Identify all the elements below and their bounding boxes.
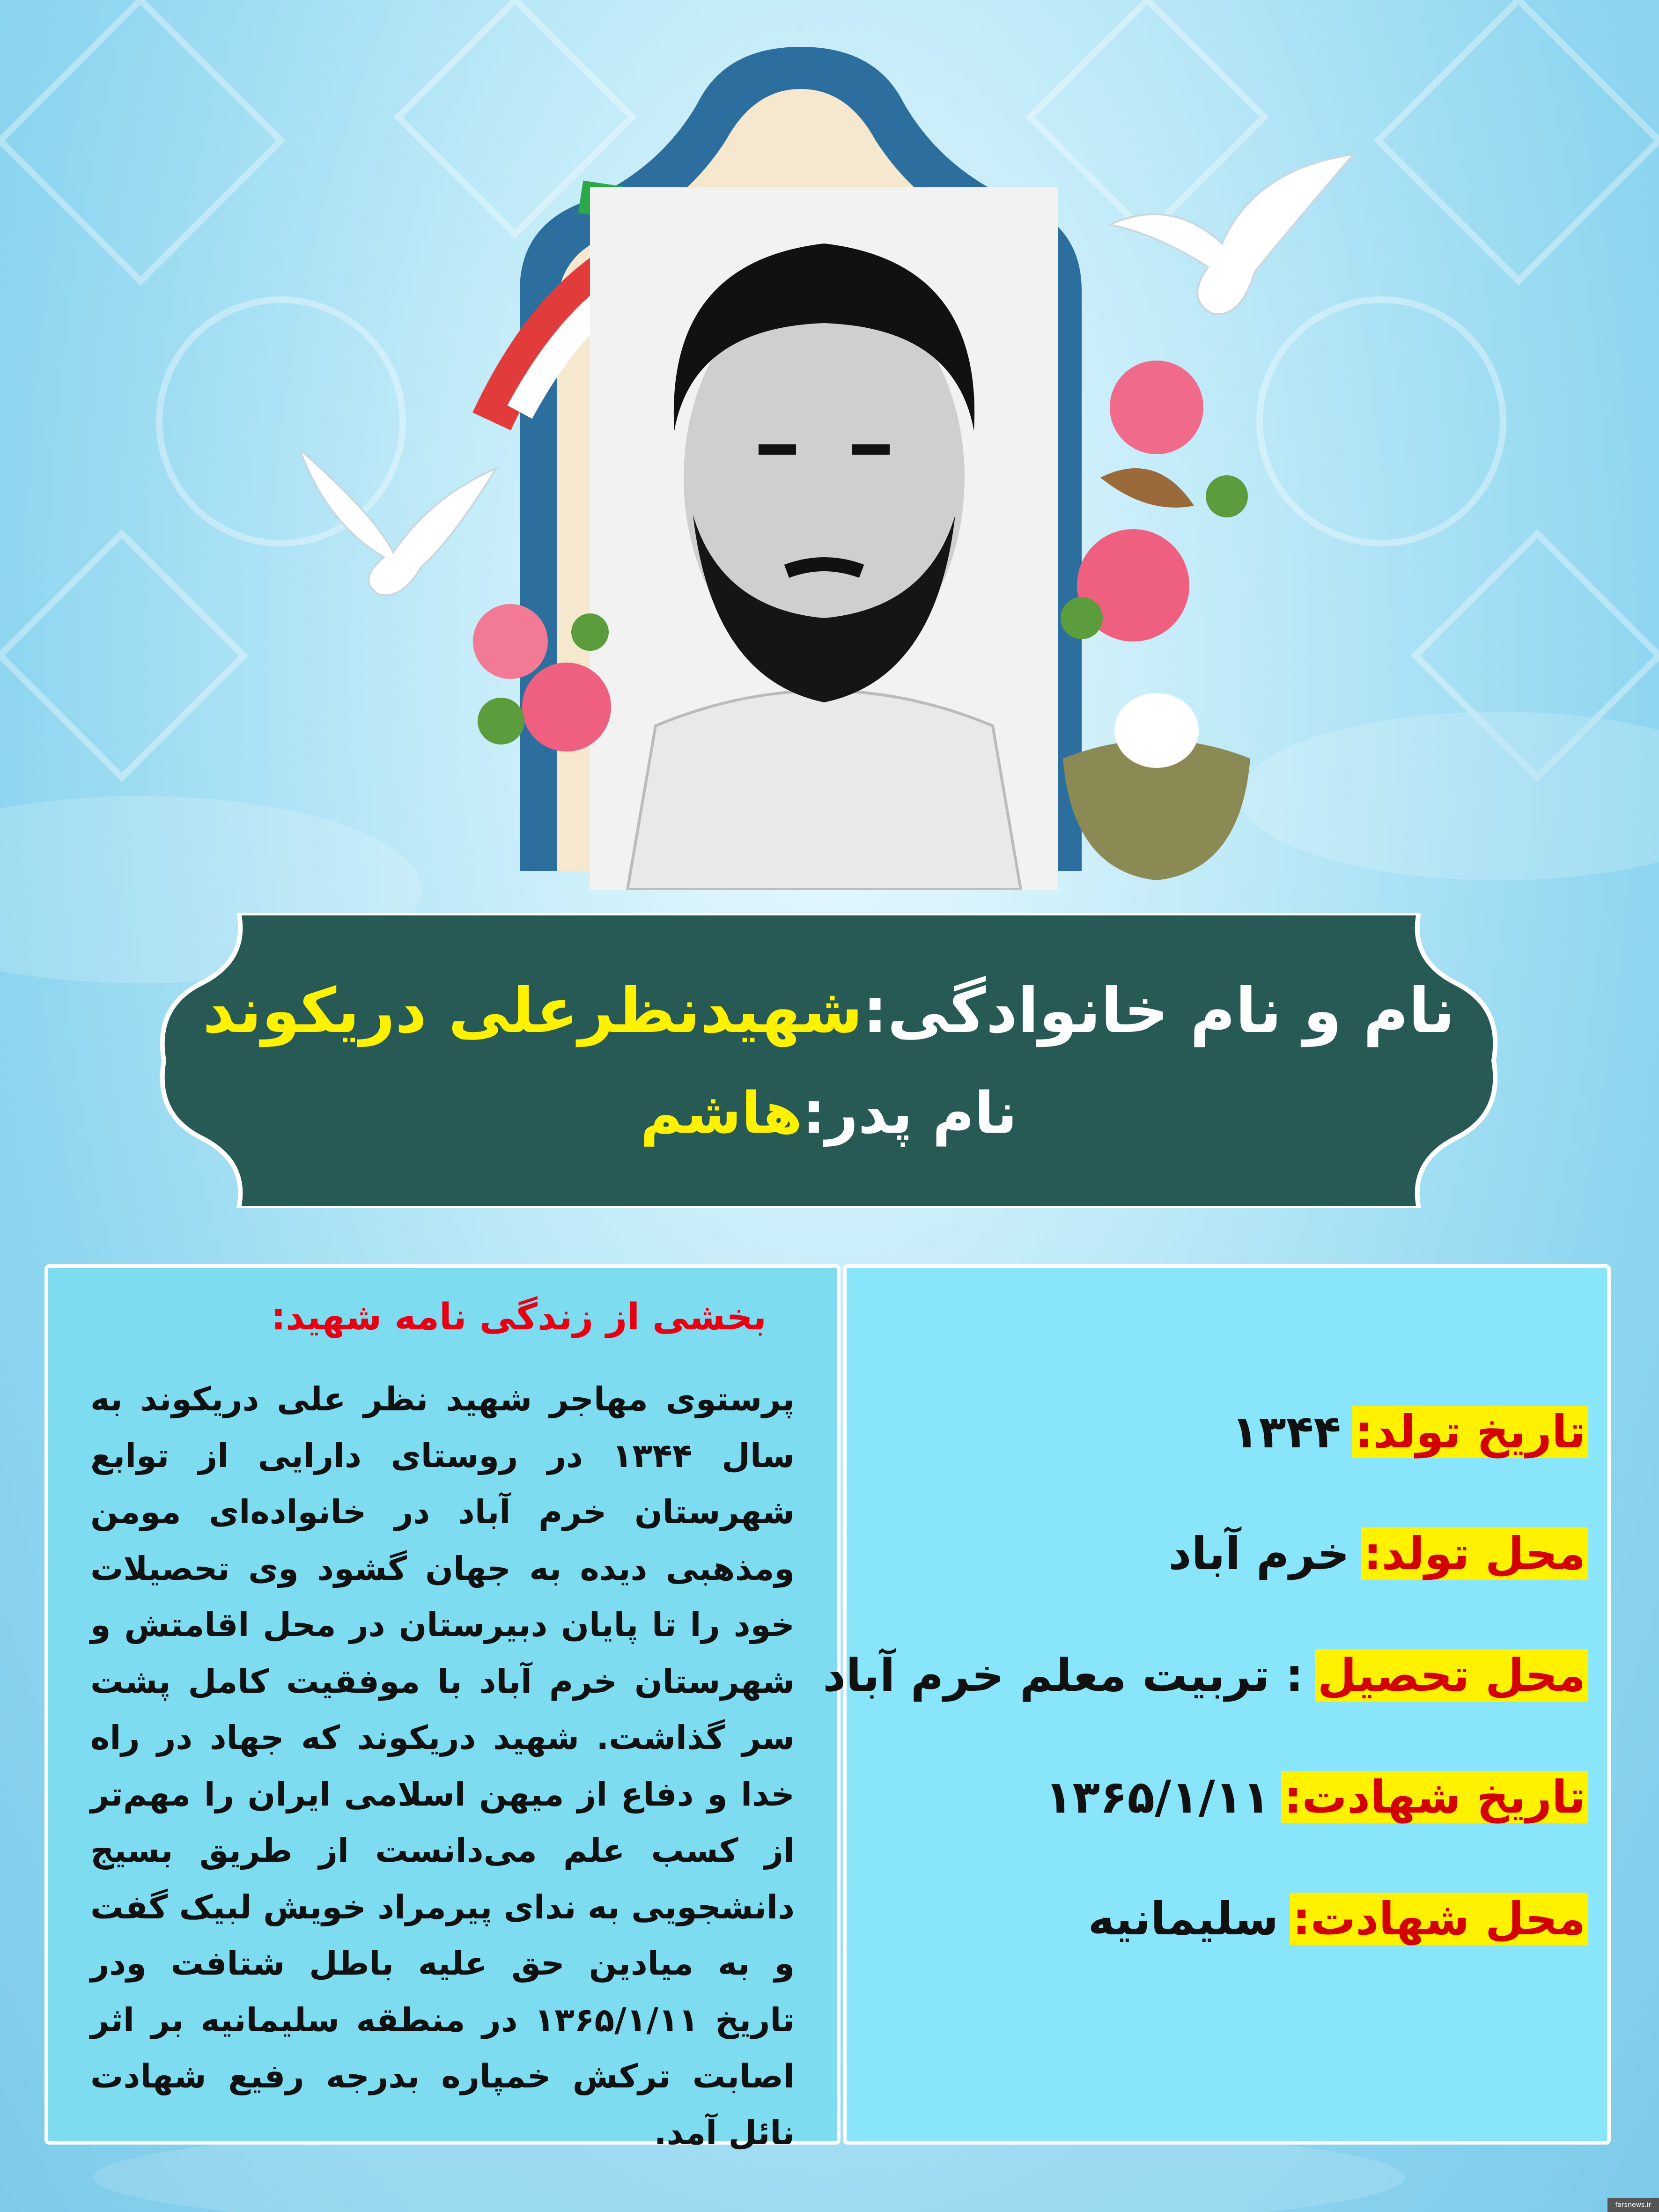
biography-heading: بخشی از زندگی نامه شهید: <box>271 1296 767 1338</box>
dove-right-icon <box>1100 150 1363 328</box>
flowers-bird-nest-icon <box>1044 356 1269 890</box>
name-banner-text <box>155 913 1503 1208</box>
father-name-line <box>641 1080 1018 1146</box>
fact-label: محل شهادت: <box>1290 1893 1588 1945</box>
watermark: farsnews.ir <box>1607 2198 1659 2212</box>
facts-panel <box>823 1264 1611 2145</box>
fact-value: ۱۳۴۴ <box>1231 1406 1341 1458</box>
name-value: شهیدنظرعلی دریکوند <box>202 975 863 1047</box>
biography-panel <box>44 1264 841 2152</box>
fact-birth-place <box>858 1493 1588 1615</box>
father-label: نام پدر: <box>802 1080 1018 1146</box>
fact-label: تاریخ تولد: <box>1352 1406 1588 1458</box>
fact-martyrdom-place <box>858 1858 1588 1980</box>
facts-list <box>823 1371 1588 1980</box>
dove-left-icon <box>290 440 506 609</box>
fact-birth-date <box>858 1371 1588 1493</box>
fact-label: تاریخ شهادت: <box>1281 1771 1588 1823</box>
fact-value: : تربیت معلم خرم آباد <box>823 1649 1304 1702</box>
fact-label: محل تولد: <box>1361 1527 1588 1580</box>
fact-martyrdom-date <box>858 1736 1588 1858</box>
martyr-portrait <box>571 187 1077 890</box>
biography-text: پرستوی مهاجر شهید نظر علی دریکوند به سال ۱۳۴۴ در روستای دارایی از توابع شهرستان خرم آباد در خانواده‌ای مومن ومذهبی دیده به جهان گشود وی تحصیلات خود را تا پایان دبیرستان در محل اقامتش و شهرستان خرم آباد با موفقیت کامل پشت سر گذاشت. شهید دریکوند که جهاد در راه خدا و دفاع از میهن اسلامی ایران را مهم‌تر از کسب علم می‌دانست از طریق بسیج دانشجویی به ندای پیرمراد خویش لبیک گفت و به میادین حق علیه باطل شتافت ودر تاریخ ۱۳۶۵/۱/۱۱ در منطقه سلیمانیه بر اثر اصابت ترکش خمپاره بدرجه رفیع شهادت نائل آمد. <box>90 1380 795 2152</box>
fact-value: سلیمانیه <box>1088 1893 1279 1945</box>
fact-label: محل تحصیل <box>1315 1649 1588 1702</box>
flowers-left-icon <box>450 590 627 768</box>
father-value: هاشم <box>640 1080 803 1146</box>
fact-value: ۱۳۶۵/۱/۱۱ <box>1045 1771 1270 1823</box>
fact-value: خرم آباد <box>1168 1527 1350 1580</box>
fact-education-place <box>823 1615 1588 1736</box>
full-name-line <box>203 975 1455 1047</box>
name-label: نام و نام خانوادگی: <box>863 975 1455 1047</box>
